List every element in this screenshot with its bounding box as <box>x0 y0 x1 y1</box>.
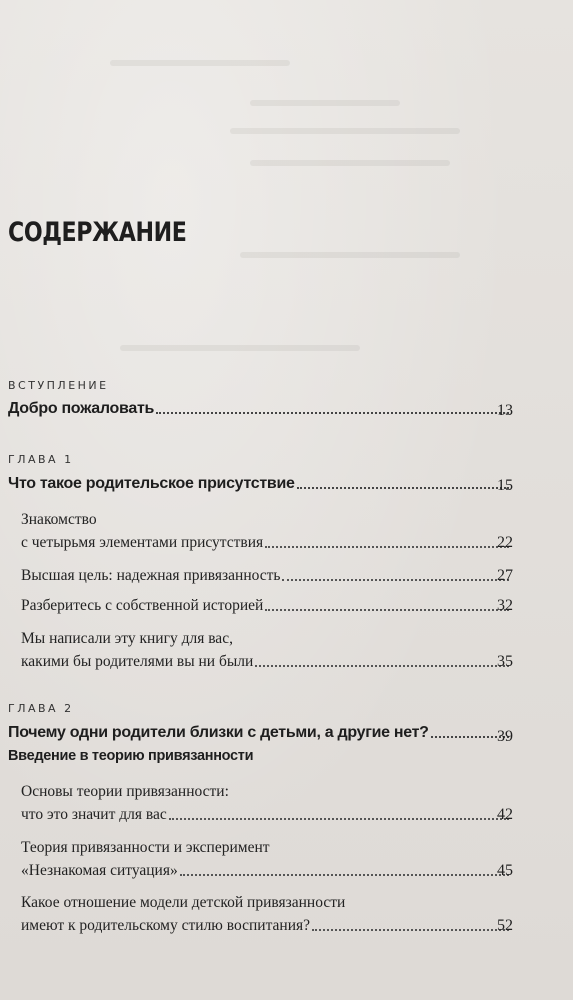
dot-leader <box>297 487 509 489</box>
page-number: 32 <box>497 597 513 614</box>
toc-section[interactable] <box>21 836 511 882</box>
page-number: 35 <box>497 653 513 670</box>
section-line: Мы написали эту книгу для вас, <box>21 630 233 647</box>
toc-entry-chapter-1[interactable] <box>8 475 511 493</box>
page-number: 27 <box>497 567 513 584</box>
dot-leader <box>156 412 509 414</box>
section-line: с четырьмя элементами присутствия <box>21 534 264 551</box>
toc-section[interactable] <box>21 891 511 937</box>
bleed-through <box>120 345 360 351</box>
chapter-1-label: ГЛАВА 1 <box>8 453 74 466</box>
section-line: Знакомство <box>21 511 97 528</box>
dot-leader <box>265 609 509 611</box>
toc-section[interactable] <box>21 508 511 554</box>
bleed-through <box>250 160 450 166</box>
page-number: 39 <box>497 728 513 745</box>
bleed-through <box>240 252 460 258</box>
toc-section[interactable] <box>21 627 511 673</box>
section-line: Теория привязанности и эксперимент <box>21 839 270 856</box>
dot-leader <box>312 929 509 931</box>
chapter-subtitle: Введение в теорию привязанности <box>8 748 254 764</box>
page-number: 52 <box>497 917 513 934</box>
dot-leader <box>282 579 509 581</box>
chapter-2-label: ГЛАВА 2 <box>8 702 74 715</box>
bleed-through <box>250 100 400 106</box>
toc-entry-intro[interactable] <box>8 400 511 418</box>
dot-leader <box>169 818 509 820</box>
section-line: какими бы родителями вы ни были <box>21 653 254 670</box>
page-number: 15 <box>497 477 513 494</box>
entry-title: Добро пожаловать <box>8 400 155 417</box>
section-line: Основы теории привязанности: <box>21 783 229 800</box>
dot-leader <box>255 665 509 667</box>
section-line: имеют к родительскому стилю воспитания? <box>21 917 311 934</box>
section-line: Какое отношение модели детской привязанности <box>21 894 346 911</box>
toc-section[interactable] <box>21 780 511 826</box>
dot-leader <box>265 546 509 548</box>
toc-entry-chapter-2[interactable] <box>8 724 511 742</box>
dot-leader <box>180 874 509 876</box>
page-number: 13 <box>497 402 513 419</box>
section-line: Разберитесь с собственной историей <box>21 597 264 614</box>
page-number: 42 <box>497 806 513 823</box>
page-number: 22 <box>497 534 513 551</box>
bleed-through <box>110 60 290 66</box>
section-line: что это значит для вас <box>21 806 167 823</box>
entry-title: Что такое родительское присутствие <box>8 475 295 492</box>
toc-section[interactable] <box>21 594 511 617</box>
section-line: «Незнакомая ситуация» <box>21 862 178 879</box>
toc-section[interactable] <box>21 564 511 587</box>
page-title: СОДЕРЖАНИЕ <box>8 217 187 248</box>
entry-title: Почему одни родители близки с детьми, а другие нет? <box>8 724 429 741</box>
bleed-through <box>230 128 460 134</box>
section-line: Высшая цель: надежная привязанность <box>21 567 281 584</box>
intro-label: ВСТУПЛЕНИЕ <box>8 379 109 392</box>
page-number: 45 <box>497 862 513 879</box>
